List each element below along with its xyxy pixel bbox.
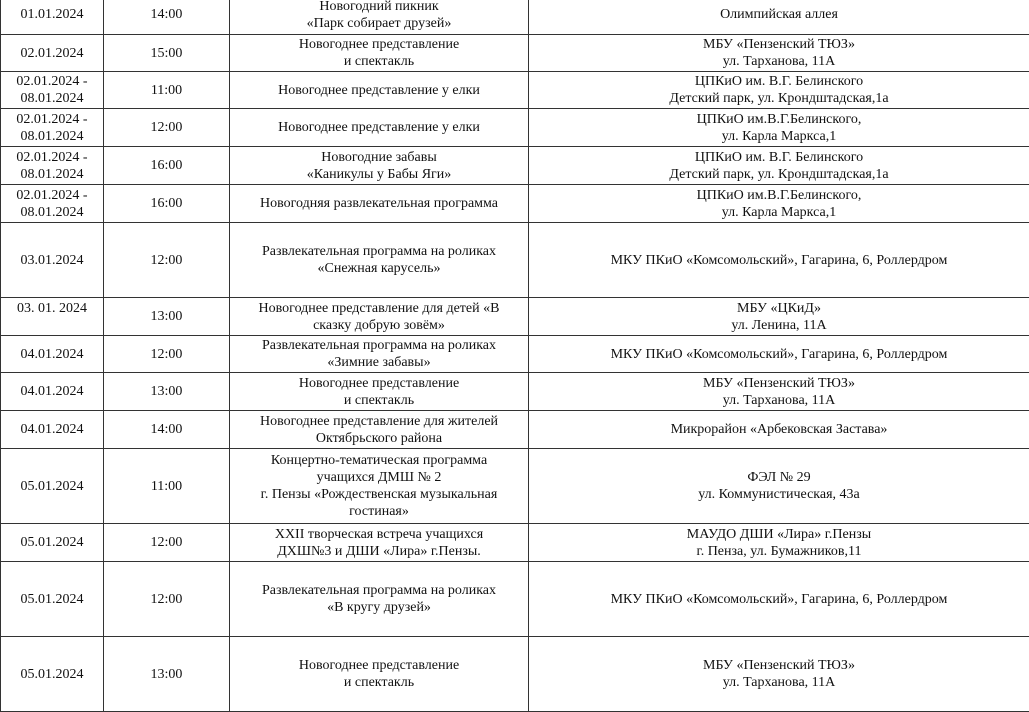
table-row — [1, 72, 1029, 109]
event-date-line: 02.01.2024 - — [3, 73, 101, 90]
event-venue — [529, 373, 1029, 411]
event-date-line: 05.01.2024 — [3, 534, 101, 551]
event-title-line: Новогоднее представление для жителей — [234, 413, 524, 430]
event-date — [1, 72, 104, 109]
event-title-line: и спектакль — [234, 53, 524, 70]
table-row — [1, 109, 1029, 147]
event-title — [230, 109, 529, 147]
event-title-line: Новогоднее представление — [234, 36, 524, 53]
event-venue-line: МБУ «Пензенский ТЮЗ» — [533, 375, 1025, 392]
event-venue — [529, 298, 1029, 336]
event-venue — [529, 35, 1029, 72]
event-title-line: Новогоднее представление у елки — [234, 119, 524, 136]
event-date-line: 04.01.2024 — [3, 346, 101, 363]
event-venue — [529, 336, 1029, 373]
event-time: 13:00 — [104, 637, 230, 712]
event-title — [230, 147, 529, 185]
event-venue-line: Детский парк, ул. Крондштадская,1а — [533, 166, 1025, 183]
event-time: 14:00 — [104, 0, 230, 35]
event-title-line: «Парк собирает друзей» — [234, 15, 524, 32]
event-title — [230, 185, 529, 223]
table-row — [1, 524, 1029, 562]
event-title-line: Новогодняя развлекательная программа — [234, 195, 524, 212]
table-row — [1, 35, 1029, 72]
event-title-line: Развлекательная программа на роликах — [234, 582, 524, 599]
event-venue-line: МКУ ПКиО «Комсомольский», Гагарина, 6, Роллердром — [533, 346, 1025, 363]
table-row — [1, 336, 1029, 373]
event-title-line: Новогоднее представление — [234, 657, 524, 674]
event-venue — [529, 72, 1029, 109]
table-row — [1, 373, 1029, 411]
event-title-line: Новогоднее представление — [234, 375, 524, 392]
event-title — [230, 524, 529, 562]
event-time: 12:00 — [104, 109, 230, 147]
event-title-line: и спектакль — [234, 392, 524, 409]
event-date — [1, 336, 104, 373]
event-title — [230, 35, 529, 72]
event-title-line: учащихся ДМШ № 2 — [234, 469, 524, 486]
event-time: 11:00 — [104, 449, 230, 524]
event-date — [1, 0, 104, 35]
event-date — [1, 109, 104, 147]
event-venue — [529, 562, 1029, 637]
event-title — [230, 637, 529, 712]
event-venue-line: ул. Тарханова, 11А — [533, 674, 1025, 691]
event-title — [230, 223, 529, 298]
schedule-body — [1, 0, 1029, 712]
event-title-line: «Зимние забавы» — [234, 354, 524, 371]
event-venue-line: ул. Тарханова, 11А — [533, 53, 1025, 70]
table-row — [1, 298, 1029, 336]
event-title-line: Новогодние забавы — [234, 149, 524, 166]
event-time: 13:00 — [104, 298, 230, 336]
event-date — [1, 562, 104, 637]
event-venue-line: ЦПКиО им. В.Г. Белинского — [533, 149, 1025, 166]
event-date-line: 08.01.2024 — [3, 90, 101, 107]
event-time: 15:00 — [104, 35, 230, 72]
event-title — [230, 411, 529, 449]
event-venue-line: ул. Карла Маркса,1 — [533, 204, 1025, 221]
event-date-line: 08.01.2024 — [3, 166, 101, 183]
table-row — [1, 223, 1029, 298]
event-date-line: 03.01.2024 — [3, 252, 101, 269]
event-venue — [529, 109, 1029, 147]
event-venue — [529, 147, 1029, 185]
event-venue — [529, 411, 1029, 449]
event-date-line: 05.01.2024 — [3, 591, 101, 608]
event-time: 11:00 — [104, 72, 230, 109]
event-venue-line: ФЭЛ № 29 — [533, 469, 1025, 486]
event-date — [1, 298, 104, 336]
table-row — [1, 449, 1029, 524]
event-venue-line: г. Пенза, ул. Бумажников,11 — [533, 543, 1025, 560]
event-venue-line: ул. Тарханова, 11А — [533, 392, 1025, 409]
event-date-line: 04.01.2024 — [3, 383, 101, 400]
event-venue — [529, 449, 1029, 524]
event-title — [230, 336, 529, 373]
event-venue-line: Микрорайон «Арбековская Застава» — [533, 421, 1025, 438]
table-row — [1, 185, 1029, 223]
event-title-line: «В кругу друзей» — [234, 599, 524, 616]
event-venue-line: Детский парк, ул. Крондштадская,1а — [533, 90, 1025, 107]
event-time: 12:00 — [104, 524, 230, 562]
event-time: 16:00 — [104, 147, 230, 185]
event-time: 12:00 — [104, 223, 230, 298]
event-title-line: «Каникулы у Бабы Яги» — [234, 166, 524, 183]
event-title-line: ДХШ№3 и ДШИ «Лира» г.Пензы. — [234, 543, 524, 560]
event-time: 13:00 — [104, 373, 230, 411]
event-date-line: 08.01.2024 — [3, 204, 101, 221]
event-date — [1, 185, 104, 223]
event-venue-line: МКУ ПКиО «Комсомольский», Гагарина, 6, Роллердром — [533, 252, 1025, 269]
event-venue — [529, 637, 1029, 712]
event-title-line: Развлекательная программа на роликах — [234, 243, 524, 260]
event-time: 12:00 — [104, 562, 230, 637]
table-row — [1, 0, 1029, 35]
event-date — [1, 411, 104, 449]
table-row — [1, 562, 1029, 637]
event-venue-line: МАУДО ДШИ «Лира» г.Пензы — [533, 526, 1025, 543]
event-venue-line: ЦПКиО им.В.Г.Белинского, — [533, 187, 1025, 204]
event-venue-line: МБУ «Пензенский ТЮЗ» — [533, 36, 1025, 53]
event-title — [230, 72, 529, 109]
event-date-line: 02.01.2024 - — [3, 149, 101, 166]
event-date-line: 04.01.2024 — [3, 421, 101, 438]
event-venue — [529, 185, 1029, 223]
event-title-line: «Снежная карусель» — [234, 260, 524, 277]
event-date-line: 05.01.2024 — [3, 478, 101, 495]
table-row — [1, 637, 1029, 712]
event-title — [230, 562, 529, 637]
event-date — [1, 35, 104, 72]
event-date — [1, 449, 104, 524]
event-date-line: 02.01.2024 - — [3, 111, 101, 128]
event-date — [1, 373, 104, 411]
event-title-line: Октябрьского района — [234, 430, 524, 447]
event-title — [230, 0, 529, 35]
event-venue-line: ул. Коммунистическая, 43а — [533, 486, 1025, 503]
event-title-line: Новогодний пикник — [234, 0, 524, 15]
event-date-line: 02.01.2024 - — [3, 187, 101, 204]
event-title-line: и спектакль — [234, 674, 524, 691]
event-title-line: гостиная» — [234, 503, 524, 520]
event-time: 12:00 — [104, 336, 230, 373]
event-date-line: 05.01.2024 — [3, 666, 101, 683]
table-row — [1, 411, 1029, 449]
event-venue — [529, 524, 1029, 562]
event-venue-line: ЦПКиО им. В.Г. Белинского — [533, 73, 1025, 90]
event-venue — [529, 0, 1029, 35]
event-venue — [529, 223, 1029, 298]
event-venue-line: МКУ ПКиО «Комсомольский», Гагарина, 6, Роллердром — [533, 591, 1025, 608]
table-row — [1, 147, 1029, 185]
event-title-line: сказку добрую зовём» — [234, 317, 524, 334]
event-date — [1, 524, 104, 562]
event-title-line: Новогоднее представление для детей «В — [234, 300, 524, 317]
event-date — [1, 147, 104, 185]
event-venue-line: ЦПКиО им.В.Г.Белинского, — [533, 111, 1025, 128]
event-venue-line: Олимпийская аллея — [533, 6, 1025, 23]
event-title-line: Развлекательная программа на роликах — [234, 337, 524, 354]
event-title — [230, 449, 529, 524]
event-title-line: XXII творческая встреча учащихся — [234, 526, 524, 543]
event-date-line: 01.01.2024 — [3, 6, 101, 23]
event-time: 16:00 — [104, 185, 230, 223]
event-date — [1, 637, 104, 712]
event-title-line: г. Пензы «Рождественская музыкальная — [234, 486, 524, 503]
event-date — [1, 223, 104, 298]
event-venue-line: ул. Карла Маркса,1 — [533, 128, 1025, 145]
event-time: 14:00 — [104, 411, 230, 449]
event-title — [230, 298, 529, 336]
event-date-line: 08.01.2024 — [3, 128, 101, 145]
event-date-line: 02.01.2024 — [3, 45, 101, 62]
event-title-line: Новогоднее представление у елки — [234, 82, 524, 99]
event-title — [230, 373, 529, 411]
event-venue-line: МБУ «Пензенский ТЮЗ» — [533, 657, 1025, 674]
event-venue-line: МБУ «ЦКиД» — [533, 300, 1025, 317]
event-date-line: 03. 01. 2024 — [3, 300, 101, 317]
event-title-line: Концертно-тематическая программа — [234, 452, 524, 469]
event-venue-line: ул. Ленина, 11А — [533, 317, 1025, 334]
